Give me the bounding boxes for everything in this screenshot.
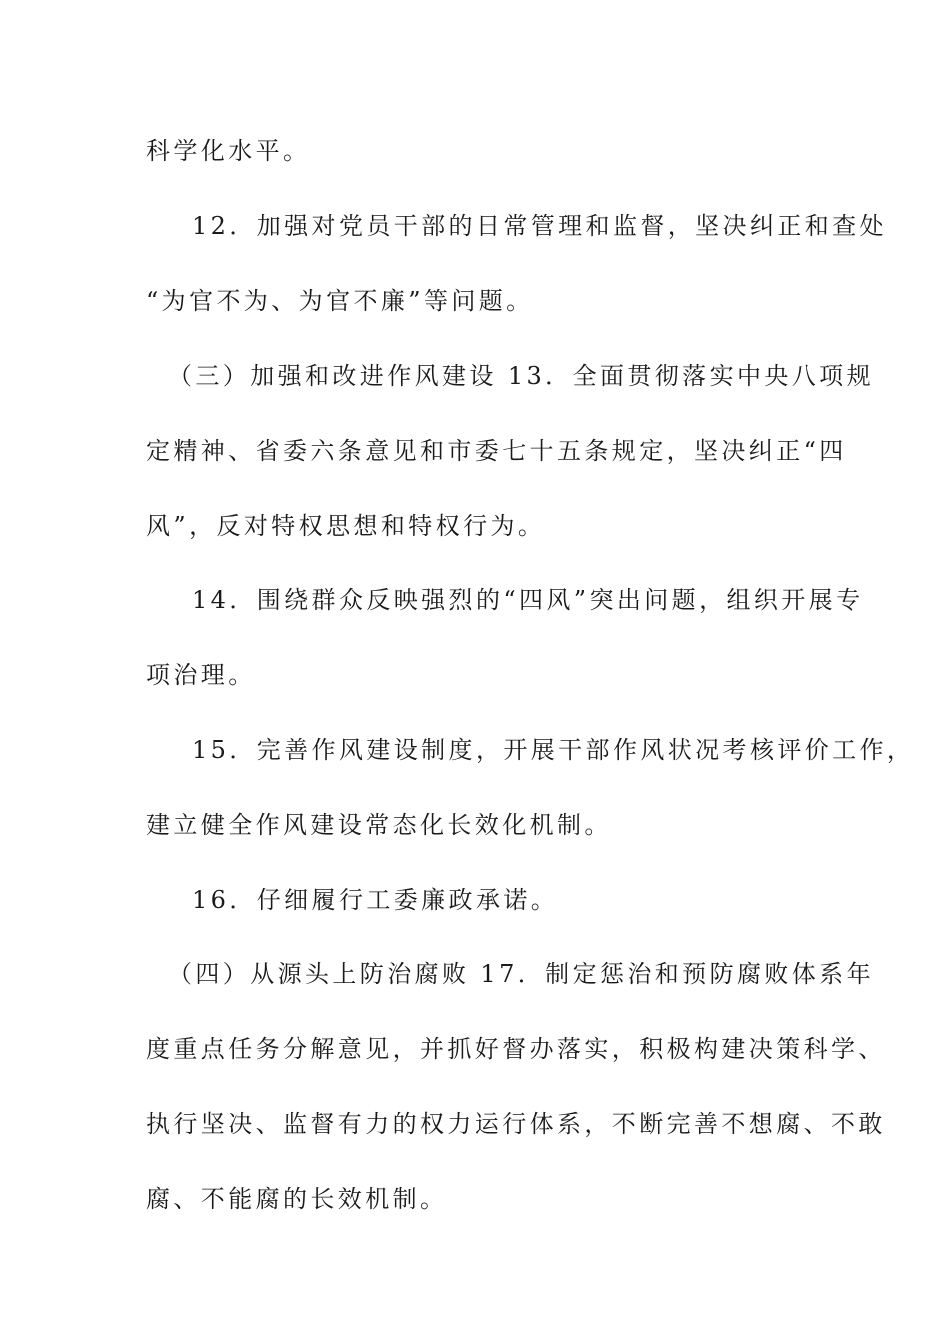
text-line: 12．加强对党员干部的日常管理和监督，坚决纠正和查处 xyxy=(192,212,887,240)
text-line: 风”，反对特权思想和特权行为。 xyxy=(146,512,546,540)
text-line: 科学化水平。 xyxy=(146,137,311,165)
text-line: 建立健全作风建设常态化长效化机制。 xyxy=(146,811,612,839)
text-line: 16．仔细履行工委廉政承诺。 xyxy=(192,886,559,914)
text-line: “为官不为、为官不廉”等问题。 xyxy=(146,287,534,315)
text-line: 定精神、省委六条意见和市委七十五条规定，坚决纠正“四 xyxy=(146,437,847,465)
text-line: 执行坚决、监督有力的权力运行体系，不断完善不想腐、不敢 xyxy=(146,1110,886,1138)
text-line: 腐、不能腐的长效机制。 xyxy=(146,1185,448,1213)
text-line: （四）从源头上防治腐败 17．制定惩治和预防腐败体系年 xyxy=(168,960,874,988)
text-line: （三）加强和改进作风建设 13．全面贯彻落实中央八项规 xyxy=(168,362,874,390)
text-line: 14．围绕群众反映强烈的“四风”突出问题，组织开展专 xyxy=(192,586,864,614)
text-line: 15．完善作风建设制度，开展干部作风状况考核评价工作， xyxy=(192,736,915,764)
text-line: 度重点任务分解意见，并抓好督办落实，积极构建决策科学、 xyxy=(146,1035,886,1063)
text-line: 项治理。 xyxy=(146,661,256,689)
